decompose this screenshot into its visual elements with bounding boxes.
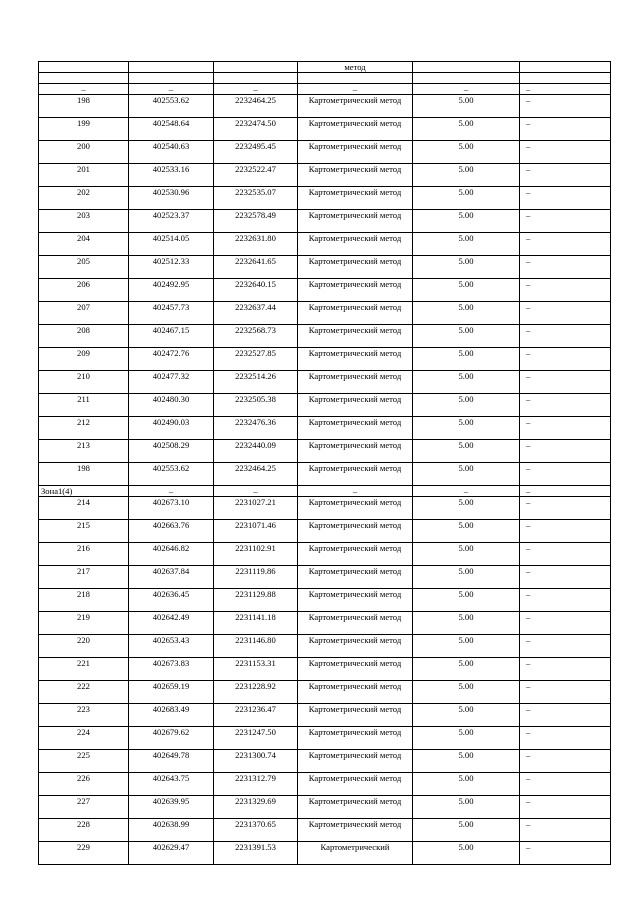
table-cell: 210 [39, 371, 129, 394]
table-cell: 402472.76 [129, 348, 214, 371]
table-cell: 2231329.69 [214, 796, 298, 819]
table-cell: 5.00 [413, 658, 520, 681]
table-cell: 2231236.47 [214, 704, 298, 727]
table-cell: Картометрический метод [298, 95, 413, 118]
table-cell: – [520, 417, 611, 440]
table-row [39, 371, 611, 394]
table-cell: – [520, 681, 611, 704]
table-row [39, 233, 611, 256]
table-cell: 2231312.79 [214, 773, 298, 796]
table-cell: 2231391.53 [214, 842, 298, 865]
table-cell [520, 73, 611, 84]
header-row [39, 73, 611, 84]
table-cell: – [520, 95, 611, 118]
table-cell: Картометрический метод [298, 727, 413, 750]
table-row [39, 612, 611, 635]
table-cell: 225 [39, 750, 129, 773]
table-cell: 2232476.36 [214, 417, 298, 440]
table-row [39, 704, 611, 727]
table-cell: 402649.78 [129, 750, 214, 773]
table-cell: – [520, 302, 611, 325]
table-cell: 216 [39, 543, 129, 566]
table-cell: 228 [39, 819, 129, 842]
table-cell: 2232641.65 [214, 256, 298, 279]
table-cell: Картометрический метод [298, 750, 413, 773]
table-cell: 202 [39, 187, 129, 210]
table-cell: 2231300.74 [214, 750, 298, 773]
table-cell: Картометрический метод [298, 118, 413, 141]
table-cell: 208 [39, 325, 129, 348]
table-cell: Зона1(4) [39, 486, 129, 497]
table-cell: 2232640.15 [214, 279, 298, 302]
table-cell: 5.00 [413, 95, 520, 118]
table-cell: – [520, 842, 611, 865]
table-cell: – [520, 279, 611, 302]
table-cell: Картометрический метод [298, 233, 413, 256]
table-cell: 402490.03 [129, 417, 214, 440]
table-cell: 2231247.50 [214, 727, 298, 750]
table-row [39, 164, 611, 187]
table-cell: 5.00 [413, 371, 520, 394]
table-cell: – [520, 497, 611, 520]
header-row [39, 62, 611, 73]
table-cell: 5.00 [413, 463, 520, 486]
table-cell [298, 73, 413, 84]
table-row [39, 463, 611, 486]
table-row [39, 187, 611, 210]
table-cell: 5.00 [413, 704, 520, 727]
table-cell: 5.00 [413, 520, 520, 543]
table-cell: 402642.49 [129, 612, 214, 635]
table-cell: 5.00 [413, 394, 520, 417]
table-cell: Картометрический метод [298, 589, 413, 612]
table-cell: – [520, 187, 611, 210]
table-cell: 402646.82 [129, 543, 214, 566]
table-row [39, 842, 611, 865]
table-cell: 5.00 [413, 842, 520, 865]
table-row [39, 279, 611, 302]
table-cell: – [298, 486, 413, 497]
table-cell: 2232505.38 [214, 394, 298, 417]
table-cell: Картометрический метод [298, 681, 413, 704]
table-cell: 402548.64 [129, 118, 214, 141]
table-row [39, 658, 611, 681]
table-cell [214, 73, 298, 84]
table-cell: 2231141.18 [214, 612, 298, 635]
table-cell [129, 73, 214, 84]
table-cell: 402683.49 [129, 704, 214, 727]
table-cell: 402480.30 [129, 394, 214, 417]
table-cell: 2232631.80 [214, 233, 298, 256]
table-cell: Картометрический метод [298, 566, 413, 589]
table-cell: – [129, 486, 214, 497]
table-cell: 402679.62 [129, 727, 214, 750]
table-cell: – [520, 210, 611, 233]
table-cell: 5.00 [413, 187, 520, 210]
table-cell: 402553.62 [129, 463, 214, 486]
table-cell: – [520, 84, 611, 95]
table-cell: 2232464.25 [214, 95, 298, 118]
table-cell: 206 [39, 279, 129, 302]
table-cell: – [520, 727, 611, 750]
table-cell: 5.00 [413, 233, 520, 256]
table-cell: 402540.63 [129, 141, 214, 164]
table-cell: 220 [39, 635, 129, 658]
table-cell: 5.00 [413, 819, 520, 842]
table-cell: 402636.45 [129, 589, 214, 612]
table-cell: 2232474.50 [214, 118, 298, 141]
table-row [39, 773, 611, 796]
table-cell: Картометрический метод [298, 279, 413, 302]
table-cell [39, 62, 129, 73]
table-cell: – [520, 819, 611, 842]
table-cell: Картометрический метод [298, 796, 413, 819]
table-cell: метод [298, 62, 413, 73]
table-cell: – [520, 164, 611, 187]
table-cell: – [39, 84, 129, 95]
table-cell: 223 [39, 704, 129, 727]
table-row [39, 566, 611, 589]
table-cell: 2231071.46 [214, 520, 298, 543]
table-cell: 5.00 [413, 589, 520, 612]
table-row [39, 118, 611, 141]
table-cell: 5.00 [413, 497, 520, 520]
table-cell: 199 [39, 118, 129, 141]
table-cell: Картометрический метод [298, 141, 413, 164]
table-cell: Картометрический метод [298, 520, 413, 543]
table-cell: – [214, 84, 298, 95]
table-cell: – [520, 463, 611, 486]
table-cell: 402673.83 [129, 658, 214, 681]
table-cell: Картометрический метод [298, 187, 413, 210]
table-cell: 402663.76 [129, 520, 214, 543]
table-row [39, 681, 611, 704]
table-cell: – [520, 773, 611, 796]
table-cell: 2232535.07 [214, 187, 298, 210]
table-cell: 219 [39, 612, 129, 635]
table-cell: 224 [39, 727, 129, 750]
table-cell: Картометрический метод [298, 463, 413, 486]
table-cell: 5.00 [413, 543, 520, 566]
table-cell: 402523.37 [129, 210, 214, 233]
table-cell: 5.00 [413, 256, 520, 279]
table-cell: – [413, 486, 520, 497]
table-cell: Картометрический метод [298, 394, 413, 417]
table-cell: 5.00 [413, 279, 520, 302]
table-cell: Картометрический метод [298, 704, 413, 727]
table-cell: 217 [39, 566, 129, 589]
table-cell: 227 [39, 796, 129, 819]
table-row [39, 256, 611, 279]
table-cell: – [520, 394, 611, 417]
table-cell: – [520, 233, 611, 256]
table-cell [214, 62, 298, 73]
table-cell: 402673.10 [129, 497, 214, 520]
table-cell: Картометрический метод [298, 773, 413, 796]
table-cell: 5.00 [413, 118, 520, 141]
table-cell: 402530.96 [129, 187, 214, 210]
table-cell: – [520, 118, 611, 141]
table-cell: 209 [39, 348, 129, 371]
table-cell [413, 62, 520, 73]
table-cell: 5.00 [413, 681, 520, 704]
table-cell: 5.00 [413, 612, 520, 635]
table-cell: Картометрический метод [298, 819, 413, 842]
table-cell [39, 73, 129, 84]
table-cell: Картометрический метод [298, 543, 413, 566]
table-cell: – [520, 566, 611, 589]
table-cell: 204 [39, 233, 129, 256]
coordinates-table [38, 61, 611, 865]
table-cell: – [520, 704, 611, 727]
table-cell [413, 73, 520, 84]
table-cell: Картометрический метод [298, 325, 413, 348]
table-cell: 2231129.88 [214, 589, 298, 612]
table-cell: 5.00 [413, 210, 520, 233]
table-cell: – [520, 371, 611, 394]
table-cell: Картометрический метод [298, 635, 413, 658]
table-row [39, 348, 611, 371]
table-cell: 2232578.49 [214, 210, 298, 233]
table-cell: 213 [39, 440, 129, 463]
table-cell: 5.00 [413, 302, 520, 325]
table-cell: 211 [39, 394, 129, 417]
table-row [39, 394, 611, 417]
table-cell: Картометрический метод [298, 612, 413, 635]
table-cell: 402492.95 [129, 279, 214, 302]
table-cell: – [413, 84, 520, 95]
table-row [39, 727, 611, 750]
table-cell: 5.00 [413, 635, 520, 658]
table-cell: Картометрический [298, 842, 413, 865]
table-cell: – [520, 750, 611, 773]
table-cell: Картометрический метод [298, 210, 413, 233]
table-cell: Картометрический метод [298, 256, 413, 279]
table-cell: 198 [39, 95, 129, 118]
table-cell: – [520, 658, 611, 681]
table-cell: 222 [39, 681, 129, 704]
table-cell: 402659.19 [129, 681, 214, 704]
table-cell: 2232464.25 [214, 463, 298, 486]
table-cell: 226 [39, 773, 129, 796]
table-cell: 5.00 [413, 773, 520, 796]
table-cell: 207 [39, 302, 129, 325]
table-cell: – [520, 486, 611, 497]
table-row [39, 520, 611, 543]
table-cell: 402643.75 [129, 773, 214, 796]
table-cell: – [298, 84, 413, 95]
table-cell: – [520, 796, 611, 819]
table-cell: – [520, 141, 611, 164]
table-cell: 200 [39, 141, 129, 164]
table-cell [520, 62, 611, 73]
table-cell: 402477.32 [129, 371, 214, 394]
table-cell: – [520, 325, 611, 348]
table-row [39, 635, 611, 658]
table-row [39, 95, 611, 118]
table-cell: 5.00 [413, 796, 520, 819]
table-cell: 2231102.91 [214, 543, 298, 566]
table-cell: 203 [39, 210, 129, 233]
table-cell: 229 [39, 842, 129, 865]
table-cell: – [214, 486, 298, 497]
table-cell [129, 62, 214, 73]
table-cell: 214 [39, 497, 129, 520]
table-cell: 5.00 [413, 750, 520, 773]
table-row [39, 210, 611, 233]
table-row [39, 819, 611, 842]
table-body [39, 62, 611, 865]
table-cell: Картометрический метод [298, 658, 413, 681]
table-row [39, 497, 611, 520]
table-cell: Картометрический метод [298, 371, 413, 394]
table-cell: Картометрический метод [298, 348, 413, 371]
table-cell: 2231119.86 [214, 566, 298, 589]
table-cell: Картометрический метод [298, 302, 413, 325]
table-cell: 2231228.92 [214, 681, 298, 704]
table-cell: 218 [39, 589, 129, 612]
table-cell: – [520, 256, 611, 279]
table-row [39, 589, 611, 612]
table-cell: 2232522.47 [214, 164, 298, 187]
table-cell: 402514.05 [129, 233, 214, 256]
table-cell: 205 [39, 256, 129, 279]
table-cell: 2231153.31 [214, 658, 298, 681]
table-cell: Картометрический метод [298, 417, 413, 440]
table-cell: 5.00 [413, 727, 520, 750]
table-cell: 402533.16 [129, 164, 214, 187]
table-cell: 5.00 [413, 348, 520, 371]
table-cell: 402467.15 [129, 325, 214, 348]
table-cell: Картометрический метод [298, 440, 413, 463]
table-cell: Картометрический метод [298, 164, 413, 187]
table-cell: 2231146.80 [214, 635, 298, 658]
table-row [39, 796, 611, 819]
table-cell: 2232495.45 [214, 141, 298, 164]
table-cell: 402629.47 [129, 842, 214, 865]
table-cell: 2232440.09 [214, 440, 298, 463]
table-cell: Картометрический метод [298, 497, 413, 520]
table-cell: – [520, 612, 611, 635]
table-cell: – [520, 348, 611, 371]
table-cell: 2231370.65 [214, 819, 298, 842]
table-row [39, 302, 611, 325]
table-cell: 5.00 [413, 141, 520, 164]
table-cell: 402637.84 [129, 566, 214, 589]
table-cell: 2232637.44 [214, 302, 298, 325]
table-cell: 221 [39, 658, 129, 681]
table-cell: 215 [39, 520, 129, 543]
table-cell: 5.00 [413, 566, 520, 589]
table-cell: 2231027.21 [214, 497, 298, 520]
table-cell: 2232527.85 [214, 348, 298, 371]
table-cell: – [520, 543, 611, 566]
table-row [39, 417, 611, 440]
table-cell: 5.00 [413, 440, 520, 463]
table-cell: 402508.29 [129, 440, 214, 463]
header-row [39, 84, 611, 95]
table-row [39, 325, 611, 348]
table-row [39, 141, 611, 164]
table-cell: – [520, 520, 611, 543]
table-cell: – [520, 589, 611, 612]
table-cell: 402639.95 [129, 796, 214, 819]
coordinates-table-page [38, 61, 610, 865]
table-cell: 2232568.73 [214, 325, 298, 348]
table-cell: 402638.99 [129, 819, 214, 842]
table-cell: 402653.43 [129, 635, 214, 658]
table-cell: 402553.62 [129, 95, 214, 118]
table-cell: 198 [39, 463, 129, 486]
table-cell: 5.00 [413, 417, 520, 440]
table-cell: – [520, 440, 611, 463]
table-cell: 2232514.26 [214, 371, 298, 394]
table-cell: – [129, 84, 214, 95]
table-row [39, 750, 611, 773]
zone-row [39, 486, 611, 497]
table-cell: 5.00 [413, 164, 520, 187]
table-cell: 402512.33 [129, 256, 214, 279]
table-cell: 5.00 [413, 325, 520, 348]
table-cell: 212 [39, 417, 129, 440]
table-cell: 201 [39, 164, 129, 187]
table-cell: – [520, 635, 611, 658]
table-cell: 402457.73 [129, 302, 214, 325]
table-row [39, 440, 611, 463]
table-row [39, 543, 611, 566]
